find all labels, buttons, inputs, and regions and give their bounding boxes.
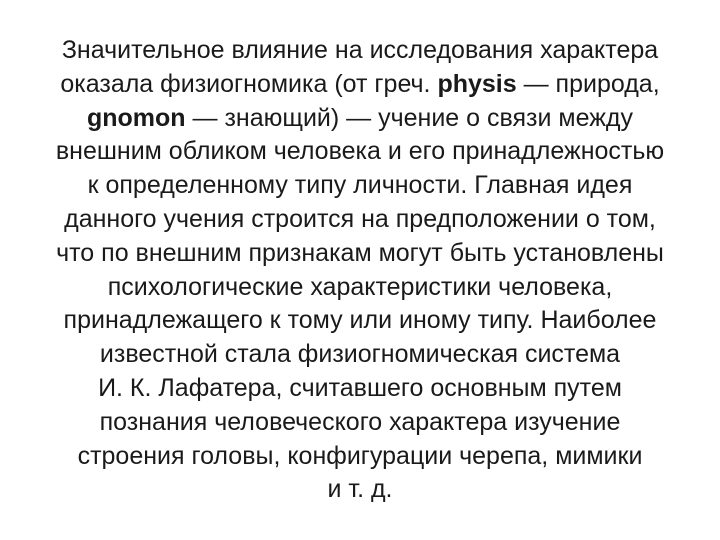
text-line-8 [8,271,712,305]
text-line-12 [8,406,712,440]
term-physis: physis [437,69,517,98]
text-span: строения головы, конфигурации черепа, мимики [77,441,643,470]
text-span: к определенному типу личности. Главная идея [87,171,633,200]
text-span: познания человеческого характера изучение [99,407,621,436]
text-span: Значительное влияние на исследования характера [61,36,659,64]
text-line-4 [8,135,712,169]
text-line-5 [8,169,712,203]
text-line-14 [8,473,712,507]
text-line-11 [8,372,712,406]
text-span: известной стала физиогномическая система [99,340,621,369]
text-line-2 [8,68,712,102]
text-span: И. К. Лафатера, считавшего основным путем [98,373,622,402]
paragraph-physiognomy [8,34,712,507]
text-span: что по внешним признакам могут быть установлены [56,238,664,267]
text-span: оказала физиогномика (от греч. [60,69,438,98]
text-line-13 [8,440,712,474]
text-span: принадлежащего к тому или иному типу. Наиболее [63,306,657,335]
text-line-3 [8,102,712,136]
text-span: и т. д. [327,475,393,504]
text-span: психологические характеристики человека, [107,272,613,301]
text-line-10 [8,338,712,372]
text-span: — знающий) — учение о связи между [185,103,634,132]
text-span: — природа, [516,69,660,98]
term-gnomon: gnomon [86,103,186,132]
text-line-1 [8,34,712,68]
text-span: внешним обликом человека и его принадлежностью [55,137,665,166]
text-span: данного учения строится на предположении о том, [64,204,656,233]
text-line-7 [8,237,712,271]
text-line-9 [8,304,712,338]
text-line-6 [8,203,712,237]
